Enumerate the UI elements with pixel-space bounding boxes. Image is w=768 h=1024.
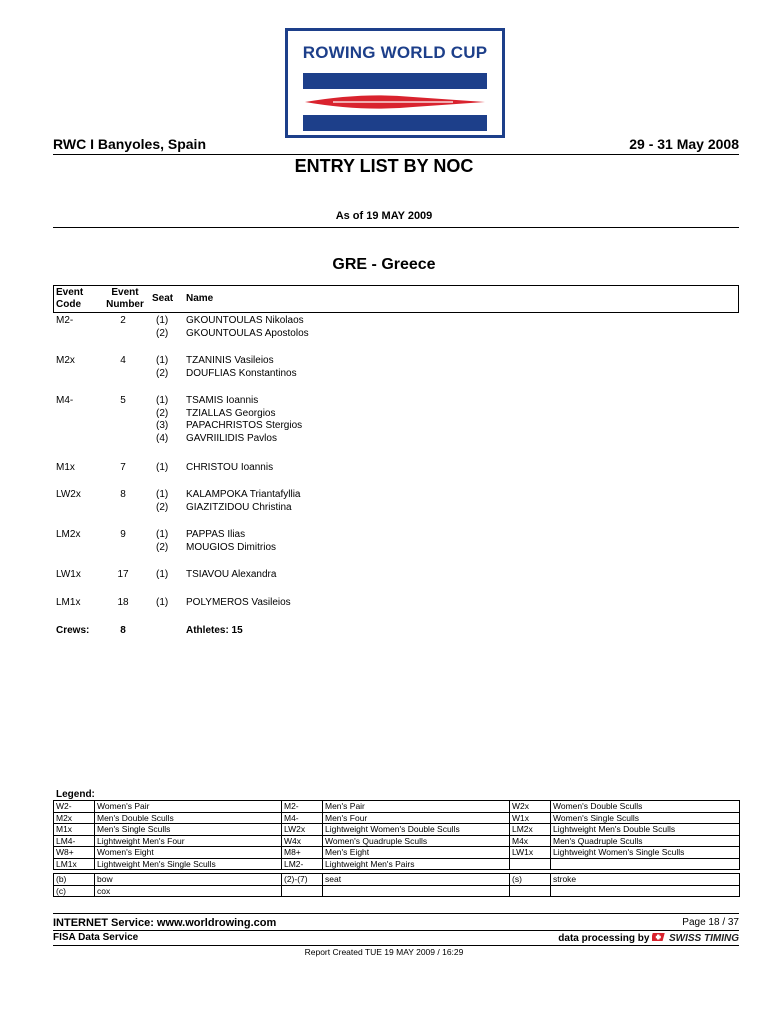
seat: (3) — [156, 420, 169, 432]
athlete-name: GIAZITZIDOU Christina — [186, 501, 292, 513]
event-number: 7 — [120, 462, 126, 473]
seat: (4) — [156, 432, 169, 444]
athlete-name: DOUFLIAS Konstantinos — [186, 367, 297, 379]
legend-description: Men's Single Sculls — [95, 824, 282, 836]
legend-description: Lightweight Men's Four — [95, 835, 282, 847]
legend-code: LM1x — [54, 858, 95, 870]
legend-code — [282, 885, 323, 897]
legend-row — [54, 824, 740, 836]
crews-count: 8 — [120, 625, 126, 636]
logo-text: ROWING WORLD CUP — [302, 43, 488, 62]
legend-description: seat — [323, 874, 510, 886]
internet-service: INTERNET Service: www.worldrowing.com — [53, 917, 277, 929]
legend-description: Men's Pair — [323, 801, 510, 813]
page-title: ENTRY LIST BY NOC — [294, 156, 474, 176]
legend-description: Men's Four — [323, 812, 510, 824]
legend-code: W4x — [282, 835, 323, 847]
legend-code: LW2x — [282, 824, 323, 836]
legend-description: Women's Single Sculls — [551, 812, 740, 824]
legend-description: stroke — [551, 874, 740, 886]
event-code: LW1x — [56, 569, 81, 580]
legend-code: M2- — [282, 801, 323, 813]
athlete-name: PAPACHRISTOS Stergios — [186, 420, 303, 432]
legend-description: cox — [95, 885, 282, 897]
legend-description: Women's Quadruple Sculls — [323, 835, 510, 847]
event-number: 5 — [120, 395, 126, 406]
legend-code: LM2x — [510, 824, 551, 836]
legend-description: Women's Pair — [95, 801, 282, 813]
page-number: Page 18 / 37 — [682, 917, 739, 928]
seat: (2) — [156, 327, 169, 339]
legend-code: (2)-(7) — [282, 874, 323, 886]
legend-code — [510, 885, 551, 897]
seat: (2) — [156, 367, 169, 379]
divider — [53, 227, 739, 228]
athlete-name: GAVRIILIDIS Pavlos — [186, 432, 277, 444]
athlete-name: MOUGIOS Dimitrios — [186, 541, 276, 553]
legend-description: Men's Quadruple Sculls — [551, 835, 740, 847]
event-code-header: Event Code — [56, 287, 84, 310]
legend-description: Women's Double Sculls — [551, 801, 740, 813]
athlete-name: TSIAVOU Alexandra — [186, 569, 277, 580]
seat: (1) — [156, 489, 169, 500]
legend-table — [53, 800, 740, 897]
divider — [53, 154, 739, 155]
legend-code: (s) — [510, 874, 551, 886]
legend-code: M8+ — [282, 847, 323, 859]
legend-row — [54, 858, 740, 870]
seat: (2) — [156, 501, 169, 513]
legend-row — [54, 874, 740, 886]
event-number: 17 — [117, 569, 129, 580]
legend-row — [54, 847, 740, 859]
legend-code: W1x — [510, 812, 551, 824]
divider — [53, 913, 739, 914]
legend-description: Lightweight Men's Double Sculls — [551, 824, 740, 836]
seat-header: Seat — [152, 293, 174, 304]
legend-description: Lightweight Men's Single Sculls — [95, 858, 282, 870]
legend-code: LM4- — [54, 835, 95, 847]
event-number: 4 — [120, 355, 126, 366]
seat: (1) — [156, 355, 169, 366]
legend-code: W2x — [510, 801, 551, 813]
fisa-data-service: FISA Data Service — [53, 932, 139, 943]
data-processing — [558, 932, 739, 944]
event-number: 18 — [117, 597, 129, 608]
athlete-name: GKOUNTOULAS Apostolos — [186, 327, 309, 339]
logo-graphic — [303, 73, 487, 131]
athlete-name: TZANINIS Vasileios — [186, 355, 274, 366]
legend-description: Women's Eight — [95, 847, 282, 859]
table-header — [53, 285, 739, 313]
athlete-name: KALAMPOKA Triantafyllia — [186, 489, 301, 500]
athlete-name: CHRISTOU Ioannis — [186, 462, 274, 473]
legend-description: Men's Eight — [323, 847, 510, 859]
competition-dates: 29 - 31 May 2008 — [629, 136, 739, 152]
legend-code: M1x — [54, 824, 95, 836]
seat: (1) — [156, 395, 169, 406]
divider — [53, 930, 739, 931]
legend-row — [54, 812, 740, 824]
event-code: M2- — [56, 315, 74, 326]
name-header: Name — [186, 293, 214, 304]
legend-description: Lightweight Men's Pairs — [323, 858, 510, 870]
swiss-timing-logo: SWISS TIMING — [669, 933, 739, 944]
legend-description: bow — [95, 874, 282, 886]
legend-code: M4- — [282, 812, 323, 824]
crews-label: Crews: — [56, 625, 90, 636]
athlete-name: TSAMIS Ioannis — [186, 395, 259, 406]
legend-row — [54, 801, 740, 813]
event-code: M2x — [56, 355, 75, 366]
legend-code: (c) — [54, 885, 95, 897]
seat: (2) — [156, 407, 169, 419]
legend-code: W2- — [54, 801, 95, 813]
athlete-name: POLYMEROS Vasileios — [186, 597, 291, 608]
seat: (1) — [156, 529, 169, 540]
legend-code: M4x — [510, 835, 551, 847]
athletes-count: Athletes: 15 — [186, 625, 243, 636]
competition-name: RWC I Banyoles, Spain — [53, 136, 206, 152]
legend-code: LW1x — [510, 847, 551, 859]
event-number: 2 — [120, 315, 126, 326]
swiss-timing-icon — [652, 932, 666, 942]
event-code: M4- — [56, 395, 74, 406]
event-code: M1x — [56, 462, 75, 473]
seat: (1) — [156, 462, 169, 473]
event-code: LM1x — [56, 597, 81, 608]
event-number-header: Event Number — [106, 287, 144, 310]
noc-heading: GRE - Greece — [332, 256, 436, 273]
event-code: LM2x — [56, 529, 81, 540]
legend-code: M2x — [54, 812, 95, 824]
legend-code: LM2- — [282, 858, 323, 870]
event-code: LW2x — [56, 489, 81, 500]
legend-row — [54, 885, 740, 897]
legend-description: Lightweight Women's Single Sculls — [551, 847, 740, 859]
data-processing-label: data processing by — [558, 933, 650, 944]
rowing-world-cup-logo — [285, 28, 505, 138]
as-of-date: As of 19 MAY 2009 — [335, 210, 433, 222]
report-created: Report Created TUE 19 MAY 2009 / 16:29 — [304, 947, 464, 957]
seat: (1) — [156, 597, 169, 608]
legend-code — [510, 858, 551, 870]
event-number: 8 — [120, 489, 126, 500]
athlete-name: PAPPAS Ilias — [186, 529, 246, 540]
seat: (1) — [156, 315, 169, 326]
seat: (1) — [156, 569, 169, 580]
legend-description — [323, 885, 510, 897]
legend-code: W8+ — [54, 847, 95, 859]
divider — [53, 945, 739, 946]
legend-description — [551, 858, 740, 870]
athlete-name: GKOUNTOULAS Nikolaos — [186, 315, 304, 326]
athlete-name: TZIALLAS Georgios — [186, 407, 276, 419]
legend-description: Men's Double Sculls — [95, 812, 282, 824]
legend-code: (b) — [54, 874, 95, 886]
seat: (2) — [156, 541, 169, 553]
legend-row — [54, 835, 740, 847]
legend-description — [551, 885, 740, 897]
legend-title: Legend: — [56, 789, 95, 800]
legend-description: Lightweight Women's Double Sculls — [323, 824, 510, 836]
event-number: 9 — [120, 529, 126, 540]
